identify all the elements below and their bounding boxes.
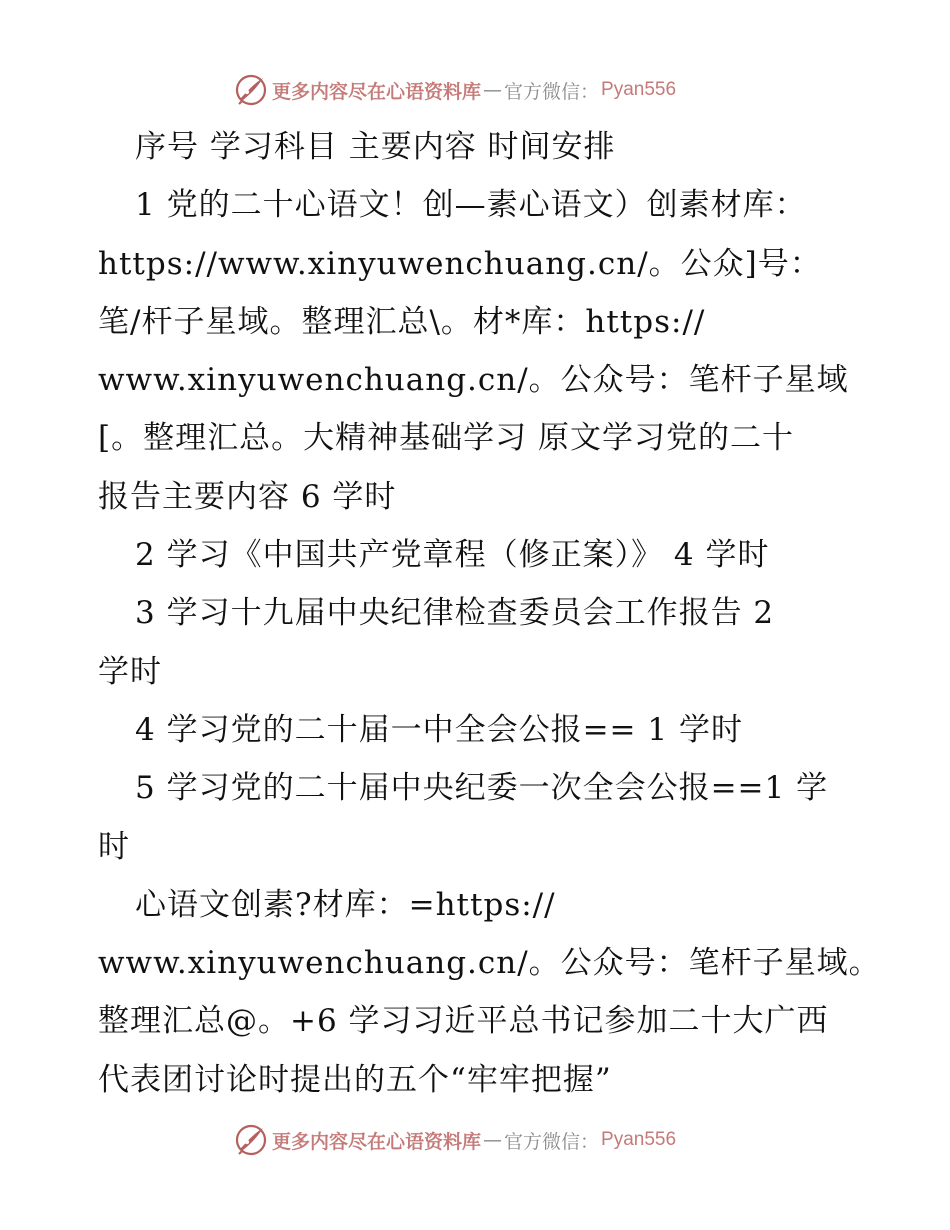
footer-promo-text: 更多内容尽在心语资料库 [272,1130,482,1153]
footer-wechat-label: 官方微信： [504,1130,600,1153]
quill-pen-emblem-icon [234,1123,268,1157]
body-line: 4 学习党的二十届一中全会公报== 1 学时 [135,711,743,748]
body-line: 心语文创素?材库：=https:// [135,886,556,923]
body-line: 2 学习《中国共产党章程（修正案）》 4 学时 [135,537,770,574]
body-line: 5 学习党的二十届中央纪委一次全会公报==1 学 [135,770,829,807]
header-wechat-id: Pyan556 [601,79,677,100]
body-line: https://www.xinyuwenchuang.cn/。公众]号： [98,245,822,282]
footer-separator: — [483,1129,503,1151]
body-line: [。整理汇总。大精神基础学习 原文学习党的二十 [98,420,794,457]
body-line: 学时 [98,653,162,690]
body-line: 笔/杆子星域。整理汇总\。材*库：https:// [98,303,706,340]
header-banner[interactable] [234,70,714,110]
body-line: 序号 学习科目 主要内容 时间安排 [135,129,616,165]
body-line: www.xinyuwenchuang.cn/。公众号：笔杆子星域 [98,362,849,399]
footer-wechat-id: Pyan556 [601,1129,677,1150]
body-line: 代表团讨论时提出的五个“牢牢把握” [98,1061,612,1098]
footer-banner[interactable] [234,1120,714,1160]
body-line: 报告主要内容 6 学时 [98,478,397,515]
header-wechat-label: 官方微信： [504,80,600,103]
body-line: 时 [98,828,130,865]
body-line: 1 党的二十心语文！创—素心语文）创素材库： [135,187,807,224]
header-promo-text: 更多内容尽在心语资料库 [272,80,482,103]
body-line: 3 学习十九届中央纪律检查委员会工作报告 2 [135,595,775,632]
header-separator: — [483,79,503,101]
body-line: www.xinyuwenchuang.cn/。公众号：笔杆子星域。 [98,945,881,982]
document-body [98,118,881,1109]
quill-pen-emblem-icon [234,73,268,107]
body-line: 整理汇总@。+6 学习习近平总书记参加二十大广西 [98,1003,829,1040]
